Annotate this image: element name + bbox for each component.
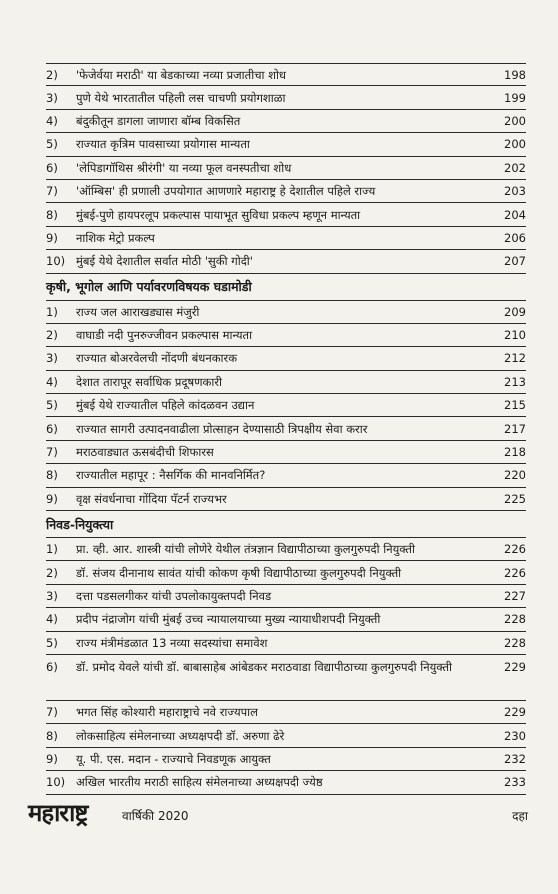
- entry-title: बंदुकीतून डागला जाणारा बॉम्ब विकसित: [76, 113, 241, 128]
- entry-title: मुंबई येथे राज्यातील पहिले कांदळवन उद्यान: [76, 398, 255, 413]
- toc-row: [46, 203, 526, 226]
- page-number-label: दहा: [512, 809, 528, 823]
- entry-title: वाघाडी नदी पुनरुज्जीवन प्रकल्पास मान्यता: [76, 328, 253, 343]
- entry-number: 2): [46, 67, 58, 82]
- toc-row: [46, 632, 526, 655]
- entry-page-number: 200: [504, 137, 526, 152]
- entry-title: नाशिक मेट्रो प्रकल्प: [76, 230, 155, 245]
- entry-page-number: 225: [504, 491, 526, 506]
- entry-page-number: 199: [504, 90, 526, 105]
- entry-title: वृक्ष संवर्धनाचा गोंदिया पॅटर्न राज्यभर: [76, 491, 227, 506]
- entry-title: राज्य मंत्रीमंडळात 13 नव्या सदस्यांचा समावेश: [76, 635, 268, 650]
- entry-number: 5): [46, 398, 58, 413]
- contents-group-science: [46, 63, 526, 274]
- entry-number: 8): [46, 728, 58, 743]
- entry-page-number: 200: [504, 113, 526, 128]
- entry-page-number: 204: [504, 207, 526, 222]
- toc-row: [46, 110, 526, 133]
- entry-page-number: 226: [504, 565, 526, 580]
- entry-page-number: 226: [504, 542, 526, 557]
- entry-number: 7): [46, 445, 58, 460]
- toc-row: [46, 417, 526, 440]
- entry-number: 4): [46, 113, 58, 128]
- edition-label: वार्षिकी 2020: [122, 809, 189, 823]
- entry-title: राज्यात बोअरवेलची नोंदणी बंधनकारक: [76, 351, 238, 366]
- toc-row: [46, 701, 526, 724]
- entry-number: 6): [46, 421, 58, 436]
- toc-row: [46, 538, 526, 561]
- entry-number: 8): [46, 468, 58, 483]
- toc-row: [46, 748, 526, 771]
- toc-row: [46, 227, 526, 250]
- entry-number: 8): [46, 207, 58, 222]
- table-of-contents: [46, 63, 526, 795]
- entry-number: 4): [46, 374, 58, 389]
- entry-number: 7): [46, 705, 58, 720]
- entry-page-number: 218: [504, 445, 526, 460]
- entry-title: देशात तारापूर सर्वाधिक प्रदूषणकारी: [76, 374, 223, 389]
- entry-title: राज्य जल आराखड्यास मंजुरी: [76, 304, 200, 319]
- entry-number: 3): [46, 589, 58, 603]
- entry-number: 10): [46, 254, 66, 269]
- entry-number: 3): [46, 90, 58, 105]
- entry-page-number: 227: [504, 589, 526, 603]
- contents-group-appointments: [46, 538, 526, 795]
- toc-row: [46, 157, 526, 180]
- contents-group-agriculture: [46, 301, 526, 512]
- page-footer: [28, 796, 528, 836]
- toc-row: [46, 371, 526, 394]
- entry-title: पुणे येथे भारतातील पहिली लस चाचणी प्रयोगशाळा: [76, 90, 286, 105]
- entry-title: 'फेजेर्वया मराठी' या बेडकाच्या नव्या प्रजातीचा शोध: [76, 67, 286, 82]
- entry-number: 10): [46, 775, 66, 790]
- entry-title: मुंबई-पुणे हायपरलूप प्रकल्पास पायाभूत सुविधा प्रकल्प म्हणून मान्यता: [76, 207, 361, 222]
- entry-number: 2): [46, 565, 58, 580]
- entry-title: राज्यात सागरी उत्पादनवाढीला प्रोत्साहन देण्यासाठी त्रिपक्षीय सेवा करार: [76, 421, 368, 436]
- entry-page-number: 229: [504, 705, 526, 720]
- section-heading-agriculture: कृषी, भूगोल आणि पर्यावरणविषयक घडामोडी: [46, 274, 526, 301]
- entry-page-number: 232: [504, 751, 526, 766]
- entry-title: डॉ. प्रमोद येवले यांची डॉ. बाबासाहेब आंबेडकर मराठवाडा विद्यापीठाच्या कुलगुरुपदी नियुक्ती: [76, 659, 452, 674]
- entry-number: 2): [46, 328, 58, 343]
- section-heading-appointments: निवड-नियुक्त्या: [46, 511, 526, 538]
- entry-page-number: 202: [504, 160, 526, 175]
- entry-page-number: 203: [504, 184, 526, 199]
- entry-page-number: 207: [504, 254, 526, 269]
- entry-number: 9): [46, 751, 58, 766]
- toc-row: [46, 771, 526, 794]
- toc-row: [46, 464, 526, 487]
- entry-page-number: 230: [504, 728, 526, 743]
- toc-row: [46, 488, 526, 511]
- entry-number: 1): [46, 304, 58, 319]
- entry-number: 4): [46, 612, 58, 627]
- toc-row: [46, 133, 526, 156]
- entry-number: 5): [46, 137, 58, 152]
- entry-number: 9): [46, 491, 58, 506]
- entry-number: 3): [46, 351, 58, 366]
- toc-row: [46, 324, 526, 347]
- entry-page-number: 198: [504, 67, 526, 82]
- entry-title: भगत सिंह कोश्यारी महाराष्ट्राचे नवे राज्यपाल: [76, 705, 258, 720]
- entry-title: राज्यातील महापूर : नैसर्गिक की मानवनिर्मित?: [76, 468, 266, 483]
- entry-page-number: 228: [504, 612, 526, 627]
- entry-page-number: 217: [504, 421, 526, 436]
- toc-row: [46, 724, 526, 747]
- toc-row: [46, 655, 526, 701]
- entry-number: 7): [46, 184, 58, 199]
- entry-title: मुंबई येथे देशातील सर्वात मोठी 'सुकी गोदी': [76, 254, 253, 269]
- entry-title: प्रदीप नंद्राजोग यांची मुंबई उच्च न्यायालयाच्या मुख्य न्यायाधीशपदी नियुक्ती: [76, 612, 381, 627]
- entry-title: राज्यात कृत्रिम पावसाच्या प्रयोगास मान्यता: [76, 137, 250, 152]
- toc-row: [46, 347, 526, 370]
- entry-title: 'ऑम्बिस' ही प्रणाली उपयोगात आणणारे महाराष्ट्र हे देशातील पहिले राज्य: [76, 184, 376, 199]
- entry-title: दत्ता पडसलगीकर यांची उपलोकायुक्तपदी निवड: [76, 589, 272, 603]
- toc-row: [46, 561, 526, 584]
- toc-row: [46, 180, 526, 203]
- entry-page-number: 228: [504, 635, 526, 650]
- entry-title: मराठवाड्यात ऊसबंदीची शिफारस: [76, 445, 214, 460]
- toc-row: [46, 301, 526, 324]
- entry-title: प्रा. व्ही. आर. शास्त्री यांची लोणेरे येथील तंत्रज्ञान विद्यापीठाच्या कुलगुरुपदी नियुक्ती: [76, 542, 415, 557]
- entry-number: 6): [46, 659, 58, 674]
- toc-row: [46, 86, 526, 109]
- entry-title: लोकसाहित्य संमेलनाच्या अध्यक्षपदी डॉ. अरुणा ढेरे: [76, 728, 285, 743]
- toc-row: [46, 585, 526, 608]
- entry-page-number: 210: [504, 328, 526, 343]
- entry-title: यू. पी. एस. मदान - राज्याचे निवडणूक आयुक्त: [76, 751, 271, 766]
- entry-page-number: 215: [504, 398, 526, 413]
- entry-number: 1): [46, 542, 58, 557]
- entry-number: 5): [46, 635, 58, 650]
- entry-title: 'लेपिडागॉथिस श्रीरंगी' या नव्या फूल वनस्पतीचा शोध: [76, 160, 292, 175]
- toc-row: [46, 250, 526, 273]
- entry-page-number: 229: [504, 659, 526, 674]
- entry-title: अखिल भारतीय मराठी साहित्य संमेलनाच्या अध्यक्षपदी ज्येष्ठ: [76, 775, 323, 790]
- entry-number: 9): [46, 230, 58, 245]
- toc-row: [46, 63, 526, 86]
- magazine-logo: महाराष्ट्र: [28, 798, 88, 827]
- entry-page-number: 220: [504, 468, 526, 483]
- toc-row: [46, 394, 526, 417]
- entry-page-number: 212: [504, 351, 526, 366]
- entry-number: 6): [46, 160, 58, 175]
- entry-page-number: 213: [504, 374, 526, 389]
- entry-title: डॉ. संजय दीनानाथ सावंत यांची कोकण कृषी विद्यापीठाच्या कुलगुरुपदी नियुक्ती: [76, 565, 402, 580]
- entry-page-number: 206: [504, 230, 526, 245]
- toc-row: [46, 608, 526, 631]
- toc-row: [46, 441, 526, 464]
- entry-page-number: 209: [504, 304, 526, 319]
- entry-page-number: 233: [504, 775, 526, 790]
